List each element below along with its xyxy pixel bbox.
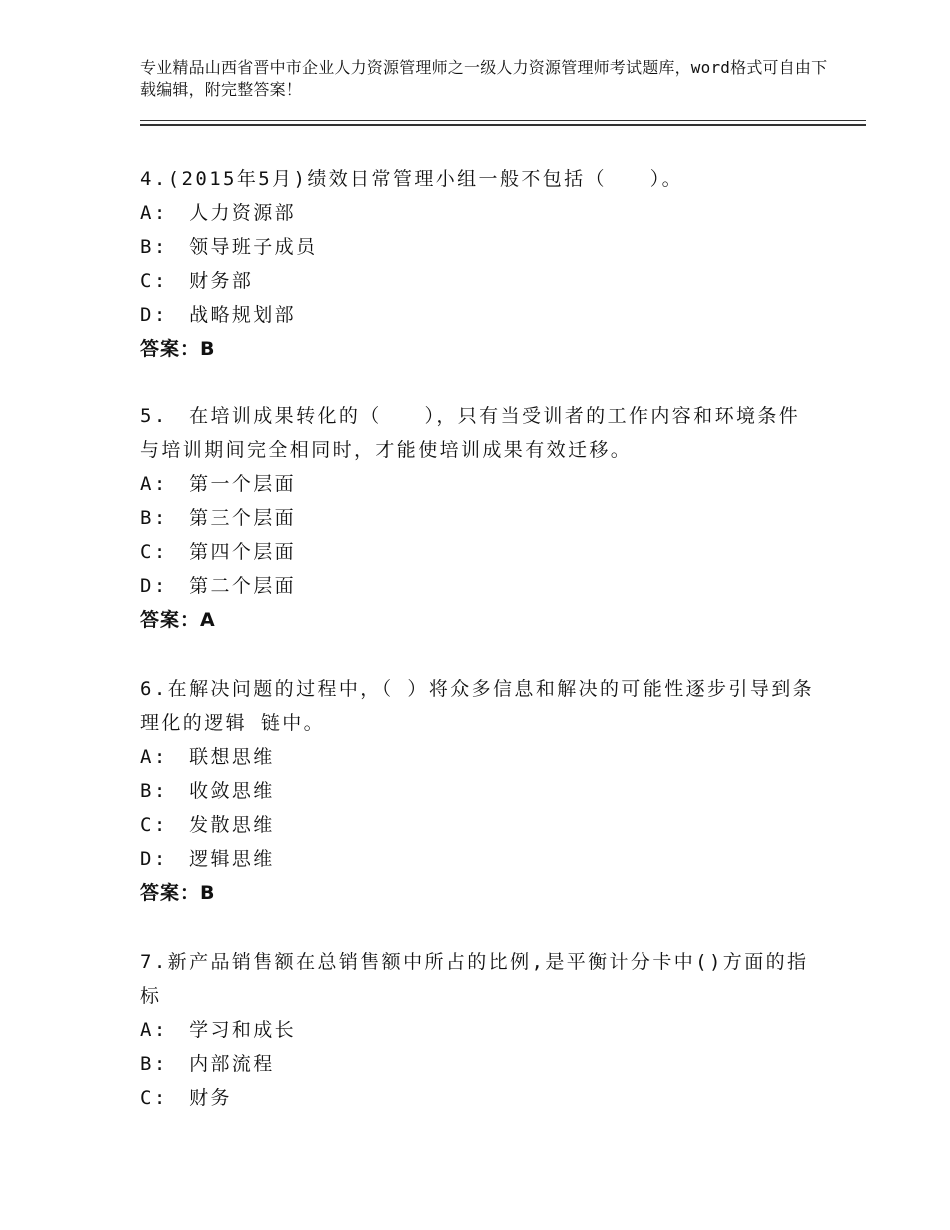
option-b: B: 收敛思维 xyxy=(140,780,275,802)
option-b: B: 内部流程 xyxy=(140,1053,275,1075)
option-a: A: 学习和成长 xyxy=(140,1019,297,1041)
option-c: C: 发散思维 xyxy=(140,814,275,836)
question-stem: 5. 在培训成果转化的（ ），只有当受训者的工作内容和环境条件与培训期间完全相同时，才能使培训成果有效迁移。 xyxy=(140,405,801,461)
answer-line: 答案：B xyxy=(140,882,216,904)
question-6 xyxy=(140,672,820,910)
option-a: A: 联想思维 xyxy=(140,746,275,768)
question-7 xyxy=(140,945,820,1115)
document-header: 专业精品山西省晋中市企业人力资源管理师之一级人力资源管理师考试题库，word格式可自由下载编辑，附完整答案！ xyxy=(140,58,828,99)
option-a: A: 第一个层面 xyxy=(140,473,297,495)
option-d: D: 逻辑思维 xyxy=(140,848,275,870)
question-4 xyxy=(140,162,820,366)
option-b: B: 第三个层面 xyxy=(140,507,297,529)
question-5 xyxy=(140,399,820,637)
answer-line: 答案：B xyxy=(140,338,216,360)
option-c: C: 财务部 xyxy=(140,270,254,292)
option-c: C: 第四个层面 xyxy=(140,541,297,563)
question-stem: 4.(2015年5月)绩效日常管理小组一般不包括（ ）。 xyxy=(140,168,684,190)
answer-line: 答案：A xyxy=(140,609,216,631)
option-b: B: 领导班子成员 xyxy=(140,236,318,258)
question-stem: 6.在解决问题的过程中，（ ）将众多信息和解决的可能性逐步引导到条理化的逻辑 链中。 xyxy=(140,678,815,734)
option-a: A: 人力资源部 xyxy=(140,202,297,224)
header-divider-thin xyxy=(140,120,866,121)
option-c: C: 财务 xyxy=(140,1087,232,1109)
option-d: D: 战略规划部 xyxy=(140,304,297,326)
option-d: D: 第二个层面 xyxy=(140,575,297,597)
question-stem: 7.新产品销售额在总销售额中所占的比例,是平衡计分卡中()方面的指标 xyxy=(140,951,809,1007)
header-divider-thick xyxy=(140,124,866,126)
